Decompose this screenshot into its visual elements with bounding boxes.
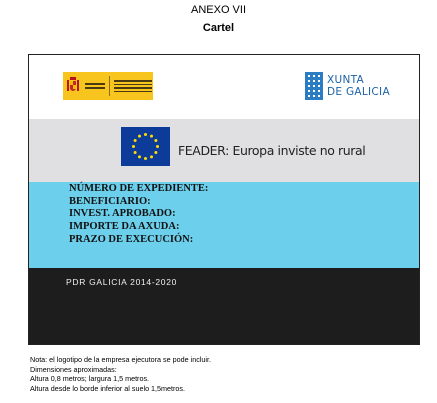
xunta-line-1: XUNTA <box>327 74 365 86</box>
eu-star-icon <box>154 139 157 142</box>
eu-star-icon <box>138 135 141 138</box>
eu-flag-icon <box>121 127 170 166</box>
ministry-wordmark <box>114 80 152 92</box>
eu-star-icon <box>138 155 141 158</box>
xunta-wordmark <box>327 74 390 98</box>
eu-star-icon <box>144 157 147 160</box>
project-fields <box>69 183 208 247</box>
eu-star-icon <box>134 139 137 142</box>
gobierno-espana-logo <box>63 72 153 100</box>
poster <box>28 54 420 345</box>
document-title: Cartel <box>202 22 235 34</box>
logo-divider <box>109 76 110 96</box>
note-size: Altura 0,8 metros; largura 1,5 metros. <box>30 374 150 384</box>
field-importe: IMPORTE DA AXUDA: <box>69 221 180 233</box>
gobierno-wordmark <box>85 83 105 89</box>
field-prazo: PRAZO DE EXECUCIÓN: <box>69 233 194 245</box>
field-beneficiario: BENEFICIARIO: <box>69 195 151 207</box>
xunta-line-2: DE GALICIA <box>327 86 390 98</box>
eu-star-icon <box>154 151 157 154</box>
eu-star-icon <box>134 151 137 154</box>
xunta-emblem-icon <box>305 72 323 100</box>
eu-star-icon <box>150 155 153 158</box>
xunta-galicia-logo <box>305 72 390 100</box>
note-height: Altura desde lo borde inferior al suelo 1,5metros. <box>30 383 186 393</box>
program-label: PDR GALICIA 2014-2020 <box>66 277 178 287</box>
eu-star-icon <box>144 133 147 136</box>
note-dimensions: Dimensiones aproximadas: <box>30 364 117 374</box>
feader-slogan: FEADER: Europa inviste no rural <box>178 143 366 158</box>
field-investimento: INVEST. APROBADO: <box>69 208 176 220</box>
notes <box>30 355 211 393</box>
eu-star-icon <box>156 145 159 148</box>
field-expediente: NÚMERO DE EXPEDIENTE: <box>69 183 209 194</box>
annex-heading: ANEXO VII <box>190 4 247 16</box>
eu-star-icon <box>132 145 135 148</box>
note-logo: Nota: el logotipo de la empresa ejecutora se pode incluir. <box>30 355 211 364</box>
eu-star-icon <box>150 135 153 138</box>
spain-coat-of-arms-icon <box>67 77 79 95</box>
